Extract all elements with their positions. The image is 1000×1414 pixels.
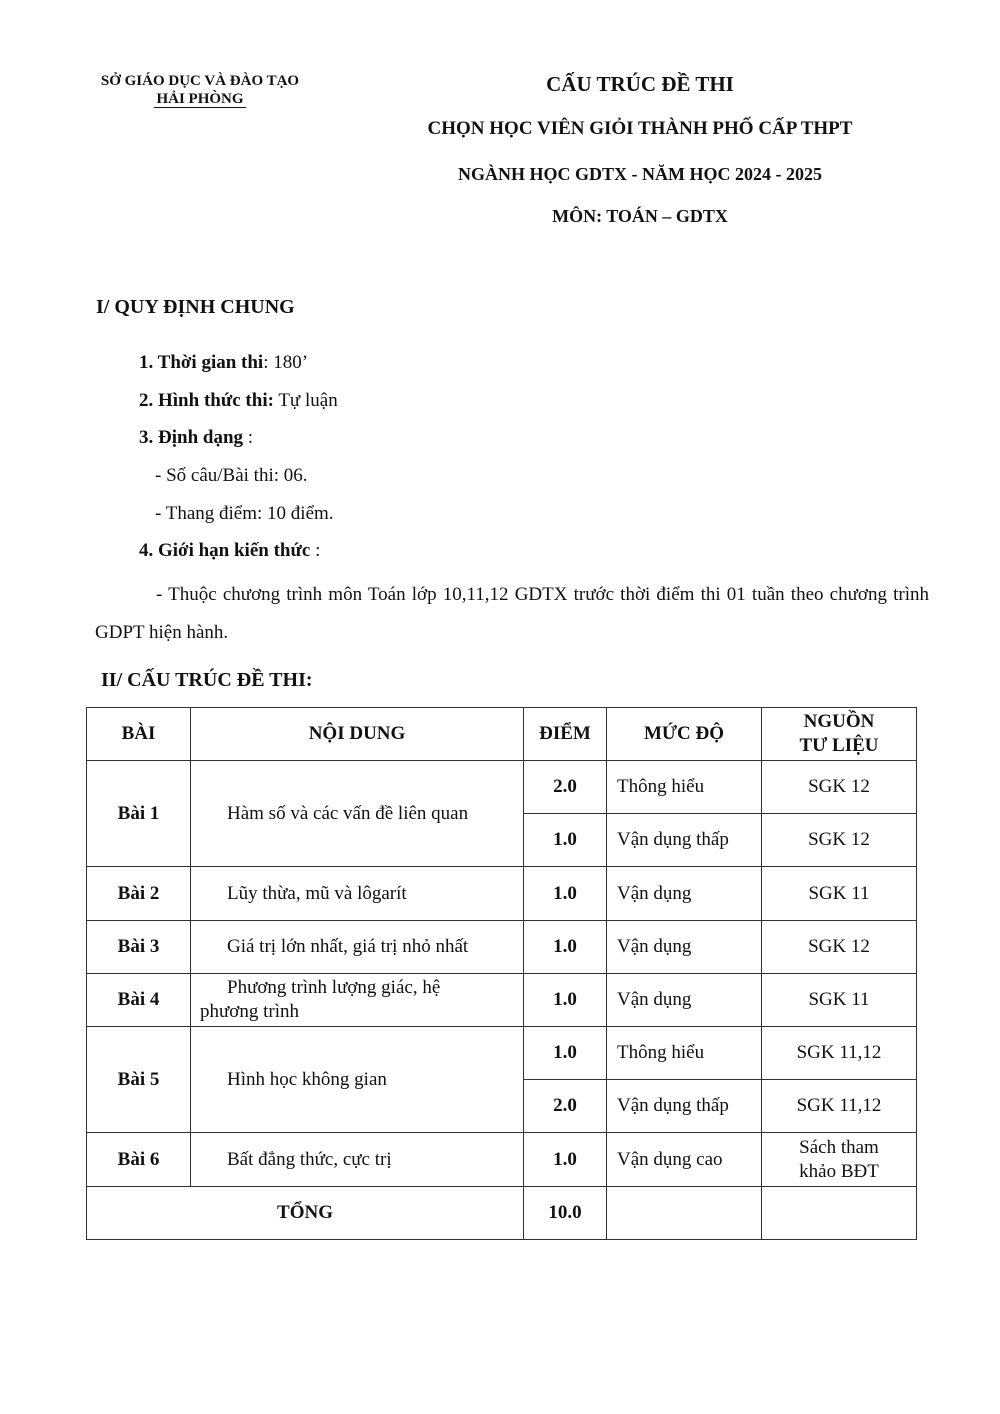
total-empty-cell (762, 1187, 917, 1240)
cell-muc-do: Vận dụng thấp (607, 814, 762, 867)
cell-nguon: SGK 12 (762, 921, 917, 974)
cell-noi-dung: Hàm số và các vấn đề liên quan (191, 761, 524, 867)
item-exam-form (139, 390, 338, 412)
knowledge-paragraph: - Thuộc chương trình môn Toán lớp 10,11,12 GDTX trước thời điểm thi 01 tuần theo chương trình GDPT hiện hành. (95, 584, 929, 643)
item3-label: 3. Định dạng (139, 427, 244, 448)
cell-muc-do: Vận dụng (607, 921, 762, 974)
total-label: TỔNG (87, 1187, 524, 1240)
col-header-muc-do: MỨC ĐỘ (607, 708, 762, 761)
cell-muc-do: Vận dụng (607, 867, 762, 921)
total-value: 10.0 (524, 1187, 607, 1240)
cell-noi-dung: Giá trị lớn nhất, giá trị nhỏ nhất (191, 921, 524, 974)
cell-nguon-line1: Sách tham (799, 1136, 879, 1158)
cell-nguon: SGK 11,12 (762, 1080, 917, 1133)
doc-subject-line: MÔN: TOÁN – GDTX (552, 206, 728, 226)
cell-nguon: SGK 11,12 (762, 1027, 917, 1080)
table-header-row (87, 708, 917, 761)
item3-sub-questions: - Số câu/Bài thi: 06. (155, 465, 308, 486)
total-empty-cell (607, 1187, 762, 1240)
cell-bai: Bài 5 (87, 1027, 191, 1133)
item-exam-time (139, 352, 308, 374)
table-total-row (87, 1187, 917, 1240)
cell-diem: 1.0 (524, 867, 607, 921)
item-knowledge-limit (139, 540, 320, 562)
doc-title: CẤU TRÚC ĐỀ THI (546, 72, 734, 96)
col-header-nguon (762, 708, 917, 761)
cell-diem: 1.0 (524, 974, 607, 1027)
cell-bai: Bài 6 (87, 1133, 191, 1187)
doc-subtitle: CHỌN HỌC VIÊN GIỎI THÀNH PHỐ CẤP THPT (427, 118, 853, 139)
col-header-nguon-line2: TƯ LIỆU (799, 735, 879, 756)
cell-nguon-line2: khảo BĐT (799, 1160, 879, 1182)
cell-noi-dung-line1: Phương trình lượng giác, hệ (227, 977, 441, 998)
col-header-noi-dung: NỘI DUNG (191, 708, 524, 761)
cell-diem: 1.0 (524, 1027, 607, 1080)
table-row (87, 1027, 917, 1080)
item1-value: : 180’ (263, 352, 309, 373)
cell-diem: 2.0 (524, 761, 607, 814)
cell-nguon: SGK 12 (762, 814, 917, 867)
cell-muc-do: Thông hiểu (607, 1027, 762, 1080)
item4-value: : (310, 540, 321, 561)
item2-value: Tự luận (273, 390, 338, 411)
cell-diem: 1.0 (524, 1133, 607, 1187)
item2-label: 2. Hình thức thi: (139, 390, 274, 411)
cell-nguon: SGK 11 (762, 974, 917, 1027)
cell-nguon: SGK 12 (762, 761, 917, 814)
item3-value: : (243, 427, 254, 448)
table-row (87, 1133, 917, 1187)
cell-bai: Bài 4 (87, 974, 191, 1027)
cell-noi-dung: Bất đẳng thức, cực trị (191, 1133, 524, 1187)
cell-diem: 2.0 (524, 1080, 607, 1133)
cell-noi-dung: Hình học không gian (191, 1027, 524, 1133)
col-header-diem: ĐIỂM (524, 708, 607, 761)
cell-bai: Bài 3 (87, 921, 191, 974)
exam-structure-table (86, 707, 917, 1240)
cell-muc-do: Vận dụng cao (607, 1133, 762, 1187)
department-line2: HẢI PHÒNG (156, 91, 244, 107)
section2-heading: II/ CẤU TRÚC ĐỀ THI: (101, 669, 313, 691)
cell-diem: 1.0 (524, 921, 607, 974)
item4-label: 4. Giới hạn kiến thức (139, 540, 311, 561)
item-format (139, 427, 253, 449)
cell-muc-do: Vận dụng (607, 974, 762, 1027)
cell-nguon (762, 1133, 917, 1187)
cell-noi-dung: Lũy thừa, mũ và lôgarít (191, 867, 524, 921)
cell-noi-dung (191, 974, 524, 1027)
table-row (87, 974, 917, 1027)
cell-nguon: SGK 11 (762, 867, 917, 921)
table-row (87, 761, 917, 814)
item3-sub-scale: - Thang điểm: 10 điểm. (155, 503, 334, 524)
department-name (85, 72, 315, 108)
doc-year-line: NGÀNH HỌC GDTX - NĂM HỌC 2024 - 2025 (458, 164, 822, 184)
cell-bai: Bài 2 (87, 867, 191, 921)
cell-bai: Bài 1 (87, 761, 191, 867)
col-header-nguon-line1: NGUỒN (803, 711, 875, 732)
department-line1: SỞ GIÁO DỤC VÀ ĐÀO TẠO (100, 73, 300, 89)
cell-diem: 1.0 (524, 814, 607, 867)
item1-label: 1. Thời gian thi (139, 352, 264, 373)
cell-noi-dung-line2: phương trình (200, 1001, 299, 1022)
table-row (87, 867, 917, 921)
col-header-bai: BÀI (87, 708, 191, 761)
cell-muc-do: Vận dụng thấp (607, 1080, 762, 1133)
cell-muc-do: Thông hiểu (607, 761, 762, 814)
table-row (87, 921, 917, 974)
section1-heading: I/ QUY ĐỊNH CHUNG (96, 296, 295, 318)
